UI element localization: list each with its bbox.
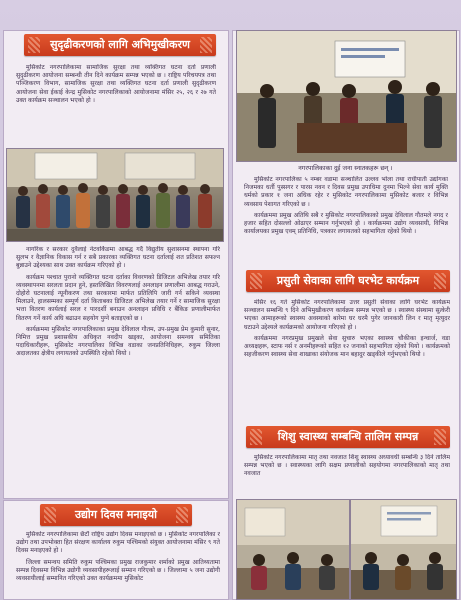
award-ceremony-photo (236, 30, 457, 162)
paragraph: कार्यक्रममा प्रमुख अतिथि सबै र मुसिकोट नगरपालिकाको प्रमुख देविलाल गौतमले नगद र हजार सहित दोसल्लो ओढाएर सम्मान गर्नुभएको हो । कार्यक्रममा उद्योग व्यवसायी, विभिन्न कार्यालयका प्रमुख एवम् प्रतिनिधि, पत्रकार लगायतको सहभागिता रहेको थियो । (244, 211, 448, 236)
award-photo-illustration (237, 31, 456, 161)
paragraph: मंसिर १६ गते मुसिकोट नगरपालिकामा उत्तर प्रसुती सेवाका लागि घरभेट कार्यक्रम सञ्चालन सम्बन्धि ९ दिने अभिमुखीकरण कार्यक्रम सम्पन्न भएको छ । स्वास्थ्य संस्थामा सुत्केरी भएका आमाहरूको स्वास्थ्य अवस्थाको बारेमा घर घरमै पुगेर जानकारी लिन र मातृ मृत्युदर घटाउने उद्देश्यले कार्यक्रमको आयोजना गरिएको हो । (244, 299, 450, 331)
paragraph: मुसिकोट नगरपालिकामा मातृ तथा नवजात शिशु स्वास्थ्य अध्यावधी सम्बन्धि ३ दिने तालिम सम्पन्न भएको छ । स्वास्थ्यका लागि सक्षम प्रणालीको सहयोगमा नगरपालिकाको मातृ तथा नवजात (244, 454, 450, 478)
paragraph: कार्यक्रम पश्चात पुरानो व्यक्तिगत घटना दर्ताका विवरणको डिजिटल अभिलेख तयार गरि व्यवस्थापनमा सरलता प्रदान हुने, हस्तलिखित विवरणलाई अनलाइन प्रणालीमा आबद्ध गराउने, दोहोरो घटनालाई न्यूनीकरण तथा सरकारमा मार्फत प्रतिलिपि जारी गर्न सकिने व्यवस्था मिलाउने, हालसम्मका सम्पूर्ण दर्ता किताबका डिजिटल अभिलेख तयार गर्ने र सामाजिक सुरक्षा भत्ता वितरण कार्यलाई सरल र पारदर्शी बनाउन अनलाइन प्रविधि र बैंकिङ प्रणालीमार्फत वितरण गर्ने कार्य अघि बढाउन सहयोग पुग्ने बताइएको छ । (16, 273, 220, 322)
section-industry-day-title: उद्योग दिवस मनाइयो (40, 504, 192, 526)
training-photo-right-illustration (351, 500, 456, 599)
orientation-intro-text (16, 64, 216, 142)
paragraph: मुसिकोट नगरपालिकामा सामाजिक सुरक्षा तथा व्यक्तिगत घटना दर्ता प्रणाली सुदृढीकरण आयोजना सम्बन्धी तीन दिने कार्यक्रम सम्पन्न भएको छ । राष्ट्रिय परिचयपत्र तथा पञ्जिकरण विभाग, सामाजिक सुरक्षा तथा व्यक्तिगत घटना दर्ता प्रणाली सुदृढीकरण आयोजना सेवा ईकाई केन्द्र मुसिकोट नगरपालिकाको आयोजनामा मंसिर २५, २६ र २७ गते उक्त कार्यक्रम सञ्चालन भएको हो । (16, 64, 216, 104)
paragraph: कार्यक्रममा मुसिकोट नगरपालिकाका प्रमुख देविलाल गौतम, उप-प्रमुख प्रेम कुमारी सुनार, निमित्त प्रमुख प्रशासकीय अधिकृत नवदीप खड्का, आयोजना समन्वय समितिका पदाधिकारीहरू, मुसिकोट नगरपालिका विभिन्न वडाका जनप्रतिनिधिहरू, रुकुम जिल्ला अदालतका क्षेत्रीय लगायतको उपस्थिति रहेको थियो । (16, 325, 220, 358)
maternity-text (244, 299, 450, 417)
award-text (244, 176, 448, 262)
orientation-main-text (16, 246, 220, 496)
paragraph: मुसिकोट नगरपालिकामा छैटौं राष्ट्रिय उद्योग दिवस मनाइएको छ । मुसिकोट नगरपालिका र उद्योग तथा उपभोक्ता हित संरक्षण कार्यालय रुकुम पश्चिमको संयुक्त आयोजनामा मंसिर ९ गते दिवस मनाइएको हो । (16, 531, 220, 555)
paragraph: नागरिक र सरकार दुवैलाई नेटवर्किङमा आबद्ध गर्दै विद्युतीय सुशासनमा स्थापना गरि सुलभ र वैज्ञानिक विकास गर्न र सबै प्रकारका व्यक्तिगत घटना दर्तालाई शत प्रतिशत सफल्न बुन्नाउने उद्देश्यका साथ उक्त कार्यक्रम गरिएको हो । (16, 246, 220, 270)
training-photo-left-illustration (237, 500, 349, 599)
section-infant-health-title: शिशु स्वास्थ्य सम्बन्धि तालिम सम्पन्न (246, 426, 450, 448)
section-maternity-title: प्रसुती सेवाका लागि घरभेट कार्यक्रम (246, 270, 450, 292)
group-photo-illustration (7, 149, 223, 241)
industry-day-text (16, 531, 220, 597)
section-orientation-title: सुदृढीकरणको लागि अभिमुखीकरण (24, 34, 216, 56)
training-photo-left (236, 499, 350, 600)
infant-health-text (244, 454, 450, 494)
training-photo-right (350, 499, 457, 600)
paragraph: कार्यक्रममा नगरप्रमुख प्रमुखले सेवा सुचारु भएका स्वास्थ्य चौकीका इन्चार्ज, वडा अध्यक्षहरू, स्टाफ नर्स र अनमीहरूको सहित १२ जनाको सहभागिता रहेको थियो । कार्यक्रमको सहजीकरण स्वास्थ्य सेवा शाखाका संयोजक मान बहादुर खड्कीले गर्नुभएको थियो । (244, 334, 450, 359)
paragraph: मुसिकोट नगरपालिका ५ नम्बर वडामा सञ्चालित उल्लव भोला तथा राधीपाती उद्योगका निजमका धर्ती पुस्सगर र पारस नवन र दिवस प्रमुख उपाधिमा दुनमा भिल्ने सेवा कार्य मुक्ति धर्मको प्रकार १ जना अधिक रहेर र मुसिकोट नगरपालिकामा मुसिकोट बजार र विभिन्न व्यवसाय पेशागत गरिएको छ । (244, 176, 448, 208)
paragraph: जिल्ला समन्वय समिति रुकुम पश्चिमका प्रमुख राजकुमार शर्माको प्रमुख आतिथ्यतामा सम्पन्न दिवसमा विभिन्न उद्योगी व्यवसायीहरूलाई सम्मान गरिएको छ । जिल्लामा ५ जना उद्योगी व्यवसायीलाई सम्मानित गरिएको उक्त कार्यक्रममा मुसिकोट (16, 558, 220, 583)
orientation-group-photo (6, 148, 224, 242)
award-photo-caption: नगरपालिकाका दुई जना स्नातकहरू छन् । (298, 165, 393, 172)
